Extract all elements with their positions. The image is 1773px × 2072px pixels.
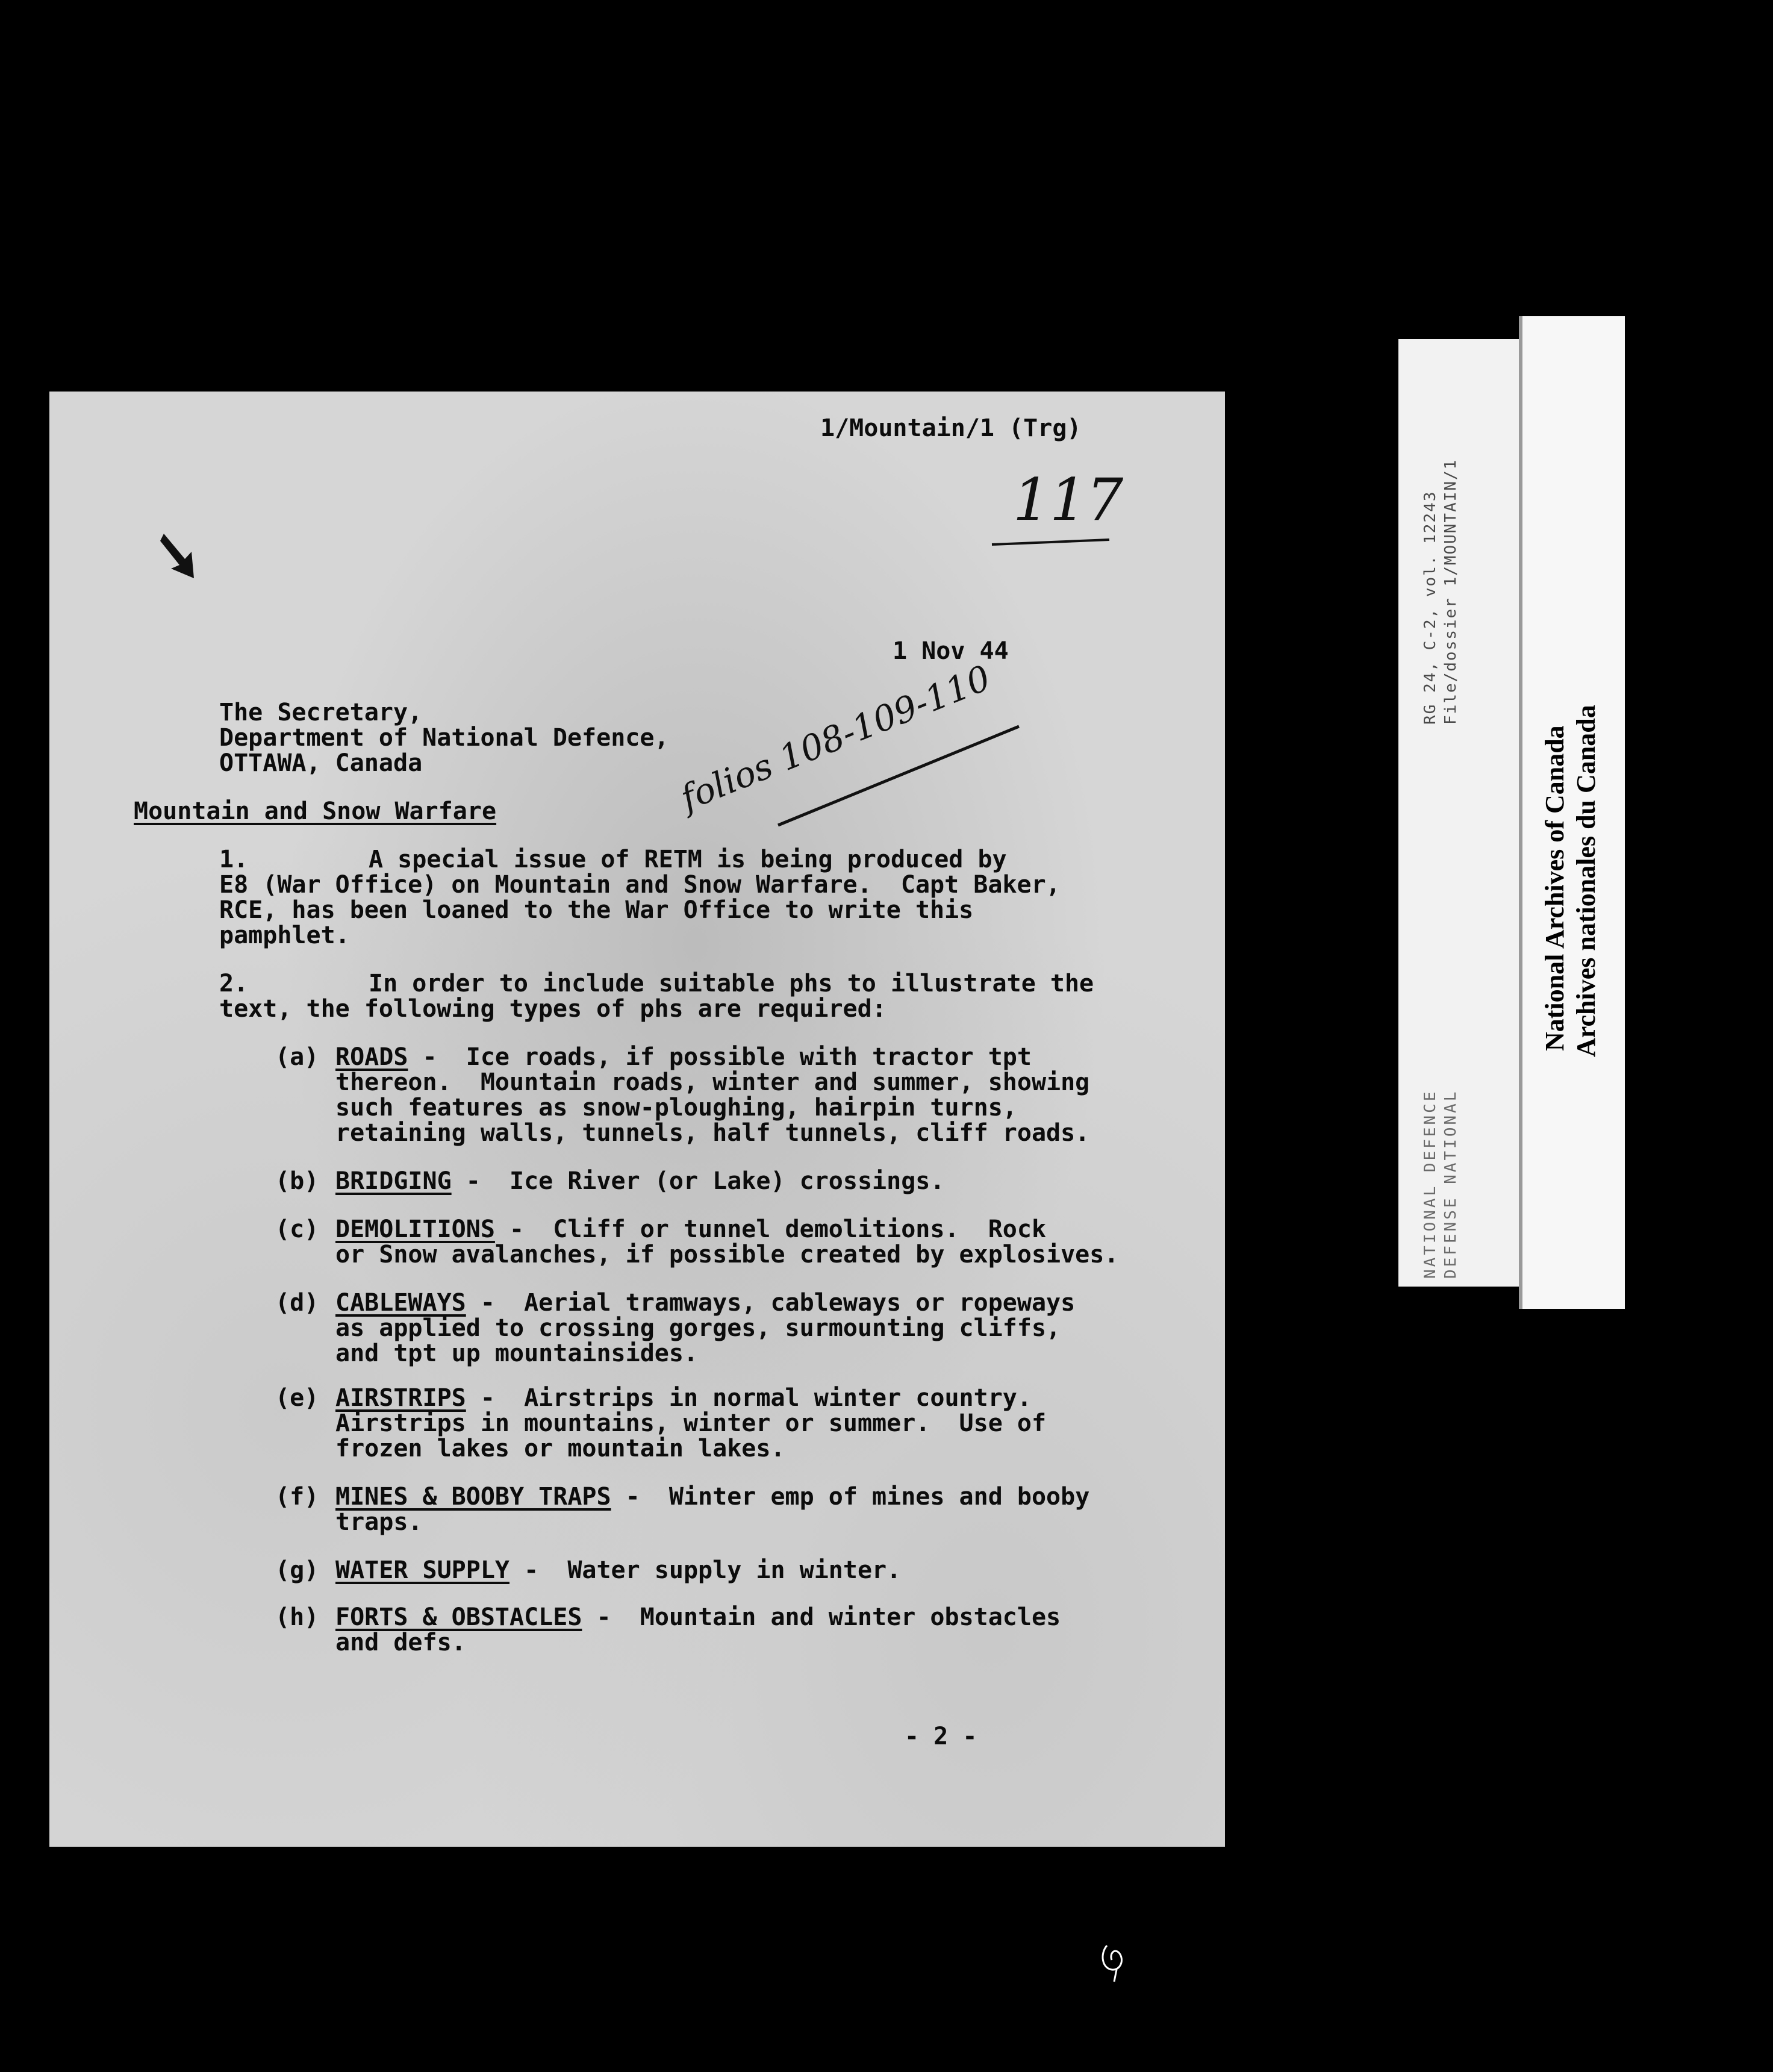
letter-date: 1 Nov 44 xyxy=(893,637,1009,665)
paragraph-1-line: pamphlet. xyxy=(219,922,350,949)
paragraph-number: 2. xyxy=(219,970,249,997)
item-text: - Winter emp of mines and booby xyxy=(611,1483,1090,1511)
archive-reference-strip xyxy=(1398,339,1519,1287)
item-heading: FORTS & OBSTACLES xyxy=(335,1603,582,1631)
item-text: - Airstrips in normal winter country. xyxy=(466,1384,1032,1412)
handwritten-folio-number: 117 xyxy=(1013,466,1124,534)
item-text: retaining walls, tunnels, half tunnels, cliff roads. xyxy=(335,1119,1090,1147)
archives-logo-strip xyxy=(1519,316,1625,1309)
item-text: such features as snow-ploughing, hairpin turns, xyxy=(335,1094,1017,1122)
folios-note-underline xyxy=(772,717,1025,831)
item-heading: MINES & BOOBY TRAPS xyxy=(335,1483,611,1511)
item-heading: WATER SUPPLY xyxy=(335,1556,509,1584)
archive-reference-line: File/dossier 1/MOUNTAIN/1 xyxy=(1442,458,1460,725)
item-letter: (a) xyxy=(275,1043,319,1071)
department-name-line: DEFENSE NATIONAL xyxy=(1442,1089,1460,1279)
item-text: and defs. xyxy=(335,1629,466,1656)
item-text: thereon. Mountain roads, winter and summer, showing xyxy=(335,1069,1090,1096)
item-letter: (g) xyxy=(275,1556,319,1584)
document-page xyxy=(49,392,1225,1847)
page-number: - 2 - xyxy=(905,1723,977,1750)
item-text: as applied to crossing gorges, surmounting cliffs, xyxy=(335,1314,1061,1342)
arrow-mark-icon xyxy=(158,529,206,583)
scan-artifact-mark xyxy=(1096,1939,1132,1988)
item-heading: AIRSTRIPS xyxy=(335,1384,466,1412)
item-letter: (f) xyxy=(275,1483,319,1511)
item-letter: (d) xyxy=(275,1289,319,1317)
item-letter: (c) xyxy=(275,1215,319,1243)
archive-reference-line: RG 24, C-2, vol. 12243 xyxy=(1421,490,1439,725)
file-reference: 1/Mountain/1 (Trg) xyxy=(820,414,1082,442)
item-text: frozen lakes or mountain lakes. xyxy=(335,1435,785,1462)
item-text: - Ice River (or Lake) crossings. xyxy=(451,1167,945,1195)
item-heading: DEMOLITIONS xyxy=(335,1215,495,1243)
archives-name-french: Archives nationales du Canada xyxy=(1571,705,1601,1057)
item-text: - Aerial tramways, cableways or ropeways xyxy=(466,1289,1076,1317)
item-letter: (e) xyxy=(275,1384,319,1412)
paragraph-2-line: In order to include suitable phs to illustrate the xyxy=(369,970,1094,997)
item-letter: (b) xyxy=(275,1167,319,1195)
folio-underline xyxy=(989,536,1115,548)
paragraph-1-line: RCE, has been loaned to the War Office to write this xyxy=(219,896,974,924)
address-line: Department of National Defence, xyxy=(219,724,669,752)
item-text: Airstrips in mountains, winter or summer. Use of xyxy=(335,1409,1047,1437)
item-text: - Water supply in winter. xyxy=(509,1556,902,1584)
item-text: - Ice roads, if possible with tractor tpt xyxy=(408,1043,1032,1071)
paragraph-2-line: text, the following types of phs are required: xyxy=(219,995,886,1023)
subject-heading: Mountain and Snow Warfare xyxy=(134,797,497,825)
item-heading: BRIDGING xyxy=(335,1167,452,1195)
item-text: and tpt up mountainsides. xyxy=(335,1340,699,1367)
item-letter: (h) xyxy=(275,1603,319,1631)
archives-name-english: National Archives of Canada xyxy=(1540,725,1569,1051)
item-text: or Snow avalanches, if possible created by explosives. xyxy=(335,1241,1119,1268)
handwritten-folios-note: folios 108-109-110 xyxy=(675,657,996,819)
item-text: traps. xyxy=(335,1508,423,1536)
item-heading: ROADS xyxy=(335,1043,408,1071)
item-text: - Mountain and winter obstacles xyxy=(582,1603,1061,1631)
address-line: The Secretary, xyxy=(219,699,423,726)
paragraph-1-line: A special issue of RETM is being produced by xyxy=(369,846,1007,873)
item-text: - Cliff or tunnel demolitions. Rock xyxy=(494,1215,1047,1243)
department-name-line: NATIONAL DEFENCE xyxy=(1421,1089,1439,1279)
address-line: OTTAWA, Canada xyxy=(219,749,423,777)
paragraph-number: 1. xyxy=(219,846,249,873)
paragraph-1-line: E8 (War Office) on Mountain and Snow Warfare. Capt Baker, xyxy=(219,871,1061,899)
item-heading: CABLEWAYS xyxy=(335,1289,466,1317)
